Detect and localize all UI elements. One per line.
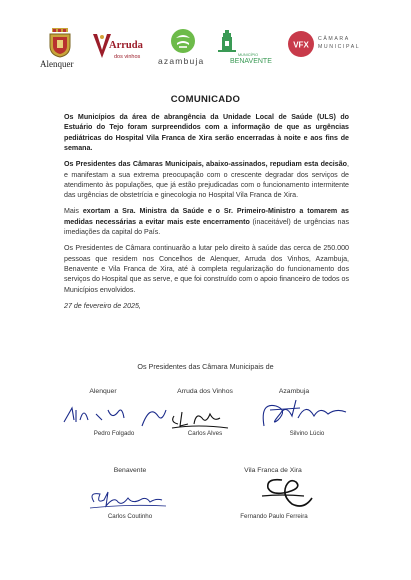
vfx-logo-line1: CÂMARA — [318, 36, 350, 42]
paragraph-3-rest: (inaceitável) de urgências nas imediações da capital do País. — [64, 217, 349, 237]
signature-municipality-vfx: Vila Franca de Xira — [244, 467, 302, 474]
benavente-logo-text: BENAVENTE — [230, 58, 272, 65]
signature-name-benavente: Carlos Coutinho — [107, 513, 153, 520]
signature-azambuja-icon — [256, 396, 356, 432]
vfx-badge-text: VFX — [293, 40, 309, 50]
arruda-logo-subtext: dos vinhos — [114, 54, 141, 60]
signature-municipality-alenquer: Alenquer — [89, 388, 117, 395]
vfx-circle-icon — [287, 30, 315, 58]
arruda-logo-text: Arruda — [109, 40, 143, 51]
paragraph-4-text: Os Presidentes de Câmara continuarão a lutar pelo direito à saúde das cerca de 250.000 pessoas que residem nos Concelhos de Alenquer, Arruda dos Vinhos, Azambuja, Benavente e Vila Franca de Xira, até à completa regularização do funcionamento dos serviços do Hospital que as serve, e que foi construído com o apoio financeiro de todos os Municípios envolvidos. — [64, 244, 349, 294]
alenquer-logo-text: Alenquer — [40, 59, 74, 69]
azambuja-logo-text: azambuja — [158, 56, 205, 66]
benavente-logo-smalltext: MUNICÍPIO — [238, 53, 259, 57]
paragraph-4 — [64, 243, 349, 295]
paragraph-3 — [64, 206, 349, 237]
document-title: COMUNICADO — [170, 94, 241, 105]
benavente-logo — [212, 28, 272, 72]
signature-name-azambuja: Silvino Lúcio — [289, 430, 325, 437]
vfx-logo — [287, 28, 377, 72]
paragraph-1 — [64, 112, 349, 154]
signature-municipality-azambuja: Azambuja — [278, 388, 310, 395]
vfx-logo-line2: MUNICIPAL — [318, 44, 361, 50]
document-date: 27 de fevereiro de 2025, — [64, 302, 141, 311]
paragraph-3-start: Mais — [64, 207, 83, 216]
signature-name-alenquer: Pedro Folgado — [93, 430, 135, 437]
alenquer-logo — [42, 28, 78, 72]
signature-name-arruda: Carlos Alves — [187, 430, 223, 437]
signature-name-vfx: Fernando Paulo Ferreira — [240, 513, 308, 520]
azambuja-circle-icon — [170, 28, 196, 54]
signature-benavente-icon — [86, 486, 176, 514]
logo-row — [0, 28, 411, 72]
signature-municipality-benavente: Benavente — [113, 467, 147, 474]
signatures-heading: Os Presidentes das Câmara Municipais de — [137, 362, 274, 371]
paragraph-3-bold: exortam a Sra. Ministra da Saúde e o Sr. Primeiro-Ministro a tomarem as medidas necessárias a evitar mais este encerramento — [64, 207, 349, 226]
paragraph-1-bold: Os Municípios da área de abrangência da Unidade Local de Saúde (ULS) do Estuário do Tejo foram surpreendidos com a informação de que as urgências pediátricas do Hospital Vila Franca de Xira serão encerradas à noite e aos fins de semana. — [64, 113, 349, 153]
benavente-tower-icon — [215, 28, 239, 54]
signature-arruda-icon — [168, 404, 238, 430]
signature-alenquer-icon — [62, 400, 172, 430]
document-body — [64, 112, 349, 317]
paragraph-2-rest: , e manifestam a sua extrema preocupação com o crescente degradar dos serviços de atendimento às populações, que já estão prejudicadas com o funcionamento intermitente das urgências de obstetrícia e ginecologia no Hospital Vila Franca de Xira. — [64, 160, 349, 200]
alenquer-crest-icon — [42, 28, 78, 58]
paragraph-2-bold: Os Presidentes das Câmaras Municipais, abaixo-assinados, repudiam esta decisão — [64, 160, 348, 169]
arruda-logo — [92, 28, 148, 72]
paragraph-2 — [64, 159, 349, 201]
azambuja-logo — [158, 28, 210, 72]
signature-municipality-arruda: Arruda dos Vinhos — [177, 388, 233, 395]
signature-vfx-icon — [252, 474, 322, 514]
